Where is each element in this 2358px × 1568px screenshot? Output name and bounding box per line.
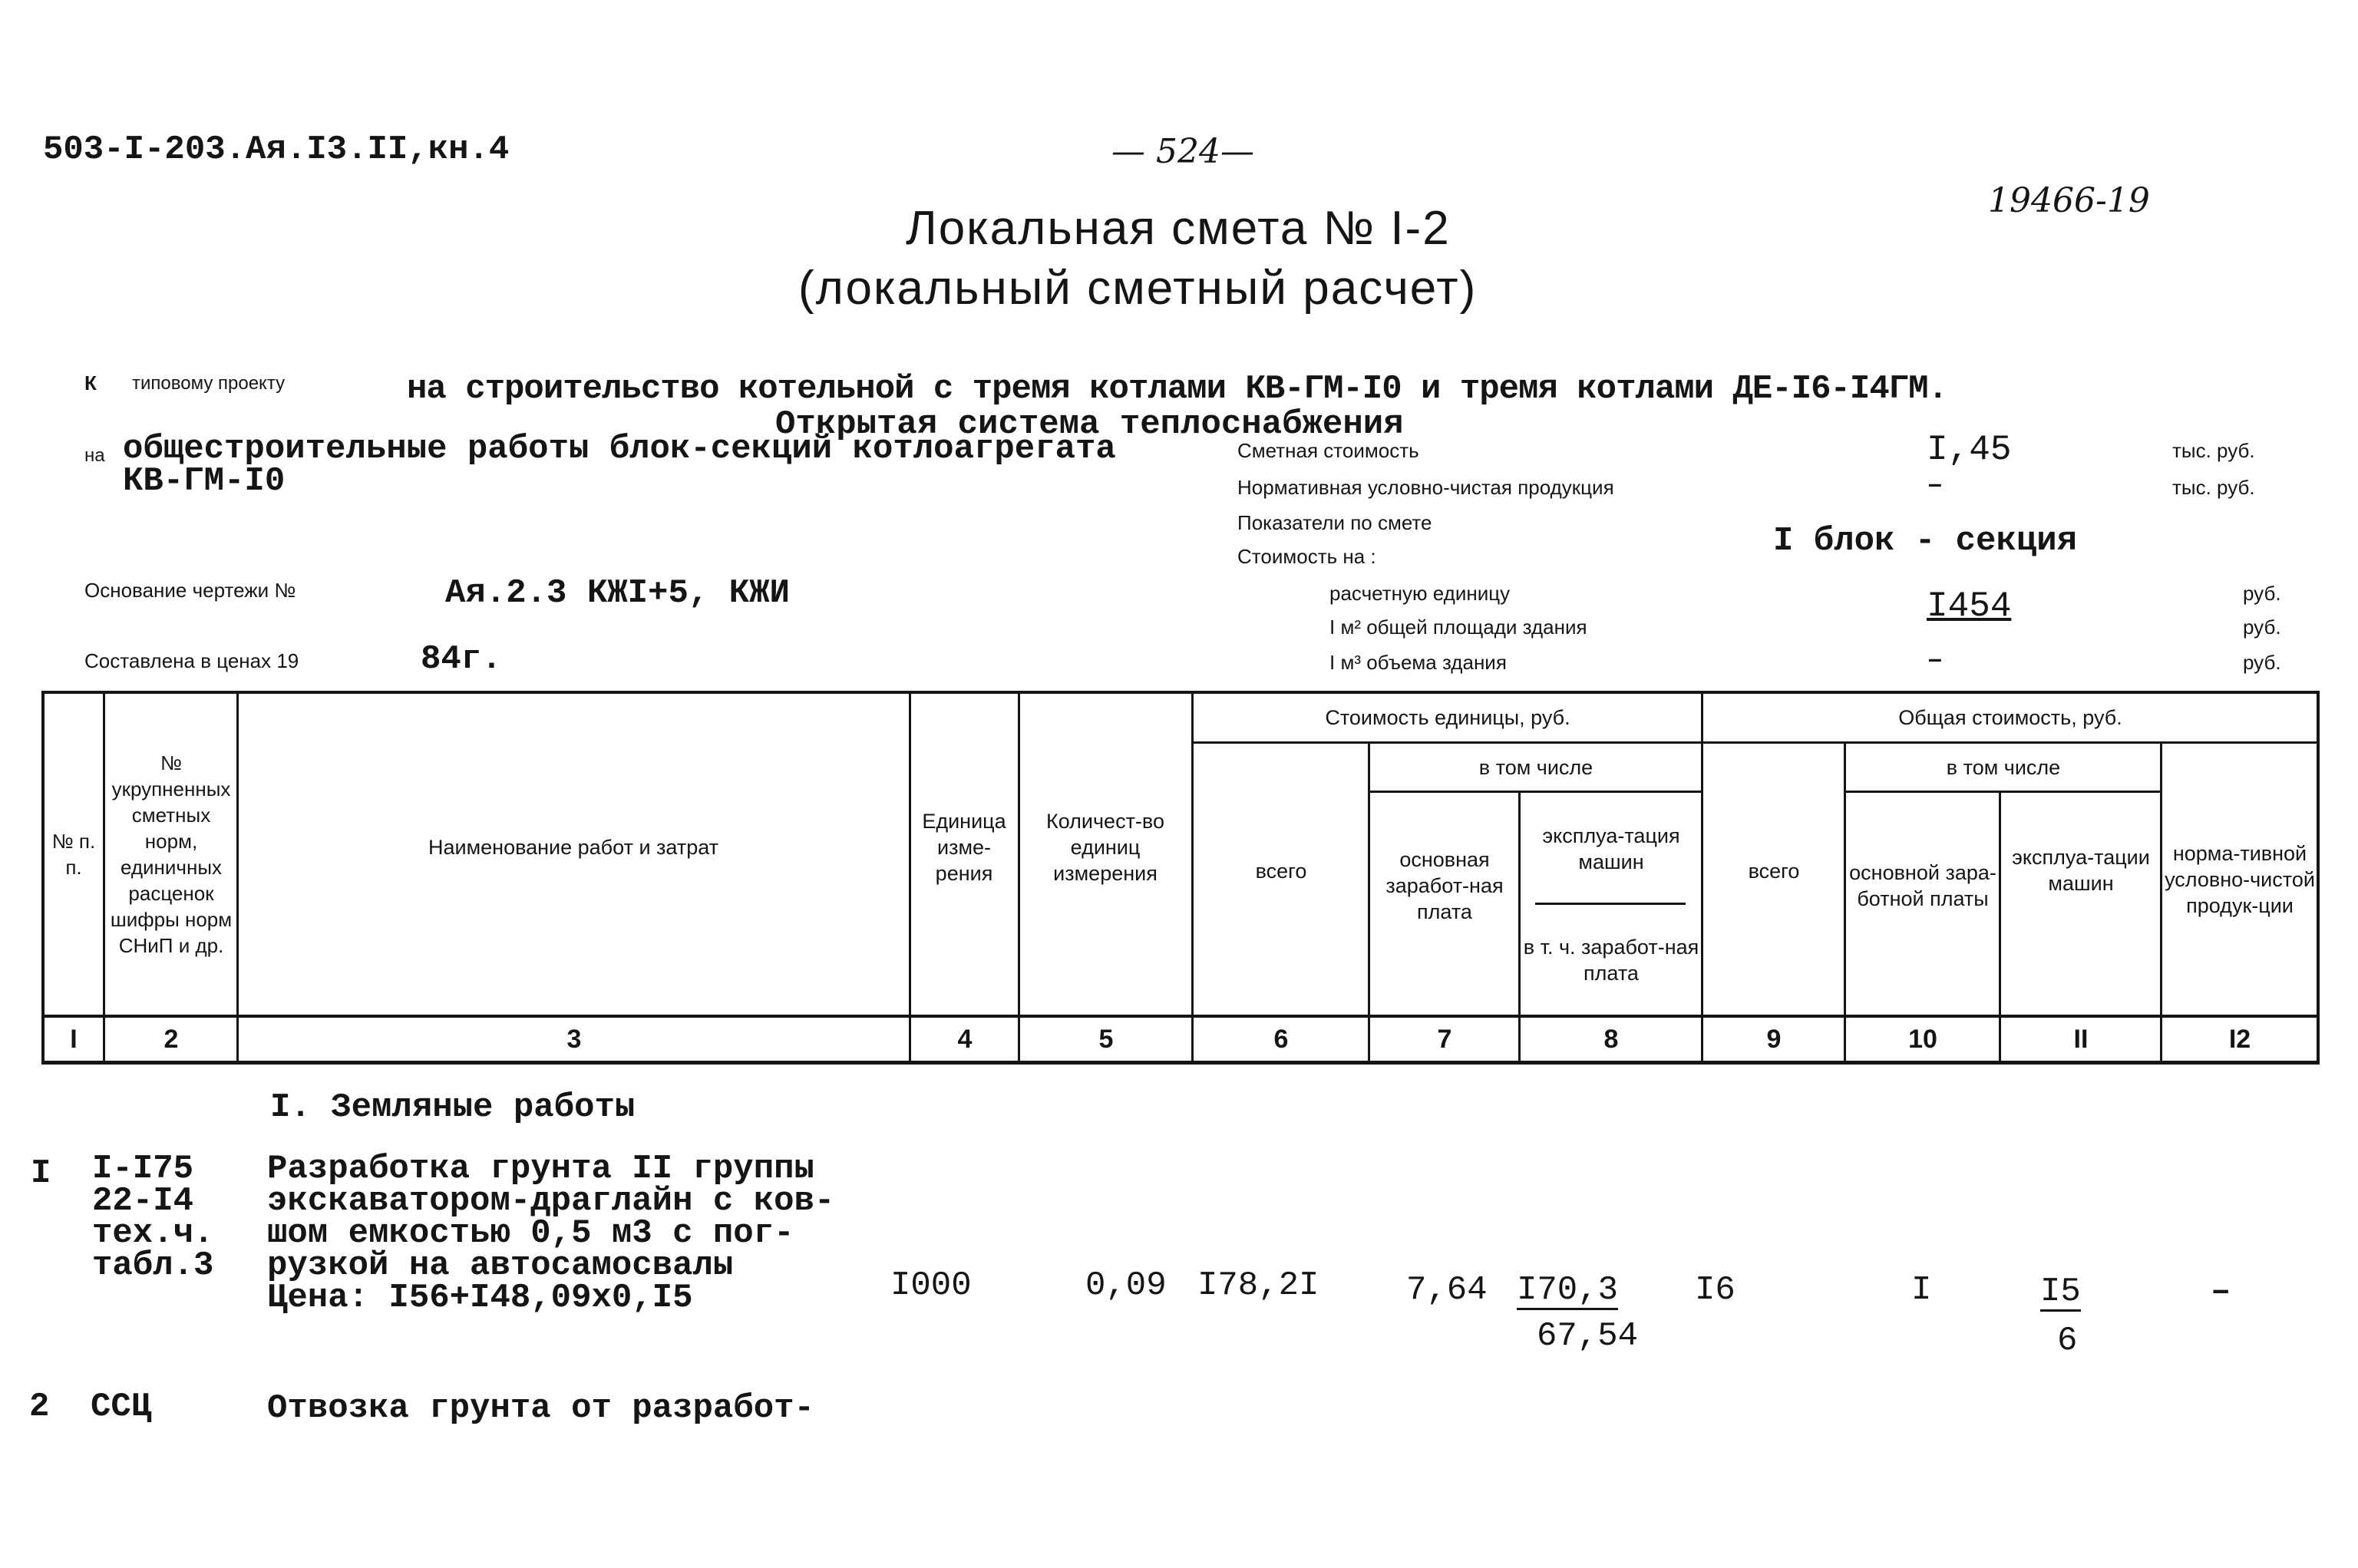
project-prefix: типовому проекту [132, 373, 286, 394]
col-header-unit-cost: Стоимость единицы, руб. [1325, 706, 1570, 729]
estimate-table-header [41, 691, 2320, 1064]
col-header-unit-incl: в том числе [1478, 756, 1593, 779]
item-1-no: I [31, 1154, 51, 1193]
col-number: 5 [1098, 1024, 1114, 1054]
item-1-name-line: Разработка грунта II группы [267, 1150, 814, 1188]
per-volume-value: – [1928, 645, 1942, 672]
item-1-code-line: тех.ч. [92, 1214, 214, 1253]
item-2-no: 2 [29, 1388, 50, 1426]
item-1-unit-machines [1517, 1271, 1618, 1310]
cost-value: I,45 [1927, 430, 2012, 470]
per-unit-value: I454 [1927, 586, 2012, 626]
cost-unit: тыс. руб. [2172, 439, 2255, 462]
osnovanie-label: Основание чертежи № [84, 579, 296, 602]
col-header-unit-total: всего [1255, 860, 1307, 883]
col-number: 2 [163, 1024, 179, 1054]
cost-label: Сметная стоимость [1237, 439, 1419, 462]
per-volume-label: I м³ объема здания [1329, 651, 1507, 674]
col-header-total-machines: эксплуа-тации машин [2012, 846, 2150, 895]
item-1-name-line: Цена: I56+I48,09х0,I5 [267, 1279, 693, 1317]
col-number: 7 [1437, 1024, 1452, 1054]
indicators-value: I блок - секция [1773, 522, 2078, 560]
na-label: на [84, 445, 105, 466]
col-header-qty: Количест-во единиц измерения [1046, 810, 1164, 885]
col-header-code: № укрупненных сметных норм, единичных расценок шифры норм СНиП и др. [110, 751, 233, 957]
item-1-unit-total: I78,2I [1197, 1266, 1319, 1305]
archive-stamp: 19466-19 [1988, 181, 2150, 220]
item-1-name-line: экскаватором-драглайн с ков- [267, 1182, 835, 1220]
col-number: 10 [1908, 1024, 1937, 1054]
col-number: 3 [566, 1024, 582, 1054]
item-1-name [267, 1150, 835, 1317]
item-1-total-machines-value: I5 [2040, 1273, 2081, 1311]
item-1-code-line: I-I75 [92, 1150, 194, 1188]
sostavlena-label: Составлена в ценах 19 [84, 649, 299, 672]
col-number: II [2073, 1024, 2089, 1054]
col-number: 6 [1273, 1024, 1289, 1054]
per-area-unit: руб. [2243, 616, 2281, 639]
document-subtitle: (локальный сметный расчет) [798, 262, 1478, 315]
per-volume-unit: руб. [2243, 651, 2281, 674]
col-header-total-cost: Общая стоимость, руб. [1898, 706, 2122, 729]
col-header-unit-machines: эксплуа-тация машин [1542, 824, 1680, 873]
col-header-unit-machines-salary: в т. ч. заработ-ная плата [1523, 936, 1699, 985]
indicators-label: Показатели по смете [1237, 511, 1432, 534]
item-1-unit: I000 [890, 1266, 972, 1305]
per-unit-label: расчетную единицу [1329, 582, 1511, 605]
norm-product-value: – [1928, 470, 1942, 497]
item-1-total-machines-salary: 6 [2057, 1322, 2078, 1360]
item-1-total: I6 [1695, 1271, 1735, 1309]
sostavlena-value: 84г. [421, 640, 502, 678]
item-1-total-machines [2040, 1273, 2081, 1312]
item-1-qty: 0,09 [1085, 1266, 1167, 1305]
col-number: 8 [1603, 1024, 1619, 1054]
work-description: общестроительные работы блок-секций котлоагрегата [123, 430, 1116, 468]
norm-product-label: Нормативная условно-чистая продукция [1237, 476, 1614, 499]
document-code: 503-I-203.Ая.I3.II,кн.4 [43, 130, 510, 169]
item-1-unit-machines-salary: 67,54 [1537, 1317, 1639, 1355]
per-area-label: I м² общей площади здания [1329, 616, 1587, 639]
cost-per-label: Стоимость на : [1237, 545, 1376, 568]
section-title: I. Земляные работы [270, 1088, 636, 1127]
item-2-name: Отвозка грунта от разработ- [267, 1389, 814, 1428]
project-description: на строительство котельной с тремя котлами КВ-ГМ-I0 и тремя котлами ДЕ-I6-I4ГМ. [407, 370, 1947, 408]
col-number: I [70, 1024, 78, 1054]
col-header-unit-salary: основная заработ-ная плата [1385, 848, 1504, 923]
document-title: Локальная смета № I-2 [906, 202, 1451, 255]
item-2-code: ССЦ [91, 1388, 152, 1426]
col-header-name: Наименование работ и затрат [428, 836, 718, 859]
col-header-total-salary: основной зара-ботной платы [1849, 861, 1996, 910]
item-1-name-line: рузкой на автосамосвалы [267, 1246, 734, 1285]
item-1-name-line: шом емкостью 0,5 м3 с пог- [267, 1214, 794, 1253]
per-unit-unit: руб. [2243, 582, 2281, 605]
col-header-norm-product: норма-тивной условно-чистой продук-ции [2165, 842, 2315, 917]
work-description-line2: КВ-ГМ-I0 [123, 462, 286, 500]
item-1-total-salary: I [1911, 1271, 1932, 1309]
col-header-unit: Единица изме-рения [922, 810, 1006, 885]
page-number: — 524— [1111, 132, 1254, 171]
project-description-line2: Открытая система теплоснабжения [775, 405, 1404, 444]
osnovanie-value: Ая.2.3 КЖI+5, КЖИ [445, 574, 790, 612]
item-1-code-line: 22-I4 [92, 1182, 194, 1220]
col-number: 4 [957, 1024, 973, 1054]
k-label: К [84, 371, 97, 394]
item-1-unit-salary: 7,64 [1406, 1271, 1488, 1309]
col-header-no: № п. п. [51, 830, 96, 879]
item-1-code [92, 1150, 214, 1285]
item-1-code-line: табл.3 [92, 1246, 214, 1285]
col-header-total: всего [1748, 860, 1800, 883]
norm-product-unit: тыс. руб. [2172, 476, 2255, 499]
col-header-total-incl: в том числе [1946, 756, 2061, 779]
item-1-norm-product: – [2211, 1273, 2231, 1311]
col-number: 9 [1766, 1024, 1782, 1054]
item-1-unit-machines-value: I70,3 [1517, 1271, 1619, 1309]
col-number: I2 [2228, 1024, 2251, 1054]
